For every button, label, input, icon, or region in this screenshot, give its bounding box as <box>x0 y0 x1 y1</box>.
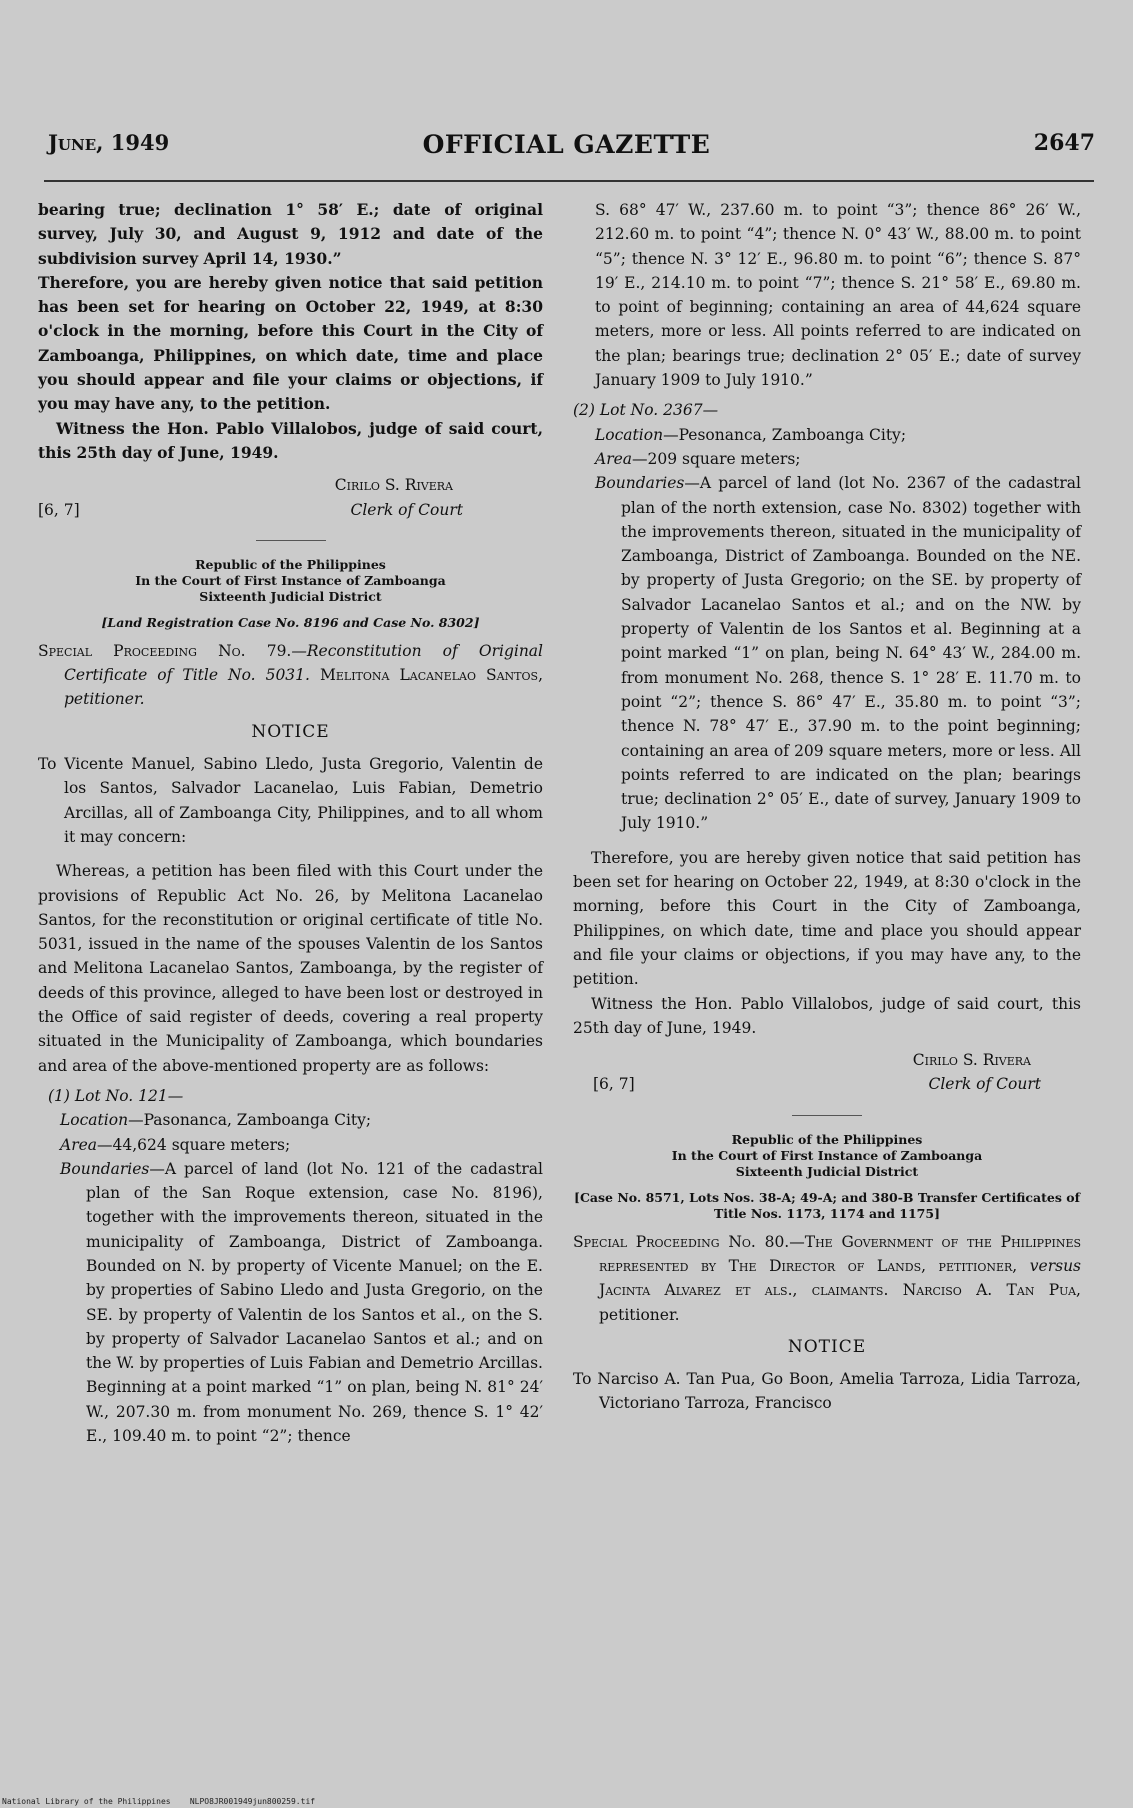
left-signature-ref: [6, 7] <box>38 500 80 519</box>
right-paragraph-witness: Witness the Hon. Pablo Villalobos, judge of said court, this 25th day of June, 1949. <box>573 994 1081 1037</box>
left-lot1-boundaries <box>38 1157 543 1449</box>
right-case-line: [Case No. 8571, Lots Nos. 38-A; 49-A; and 380-B Transfer Certificates of Title Nos. 1173, 1174 and 1175] <box>574 1189 1080 1221</box>
right-lot1-continuation: S. 68° 47′ W., 237.60 m. to point “3”; thence 86° 26′ W., 212.60 m. to point “4”; thence N. 0° 43′ W., 88.00 m. to point “5”; thence N. 3° 12′ E., 96.80 m. to point “6”; thence S. 87° 19′ E., 214.10 m. to point “7”; thence S. 21° 58′ E., 69.80 m. to point of beginning; containing an area of 44,624 square meters, more or less. All points referred to are indicated on the plan; bearings true; declination 2° 05′ E.; date of survey January 1909 to July 1910.” <box>595 201 1081 390</box>
right-sp-title: —The Government of the Philippines represented by The Director of Lands, petitioner, <box>599 1232 1082 1275</box>
right-sp-role: petitioner. <box>599 1305 680 1324</box>
right-lot2-area-value: —209 square meters; <box>632 449 801 468</box>
left-column <box>38 198 543 1448</box>
header-rule <box>44 180 1094 182</box>
left-sp-number: Special Proceeding No. 79. <box>38 641 292 660</box>
left-paragraph-witness: Witness the Hon. Pablo Villalobos, judge of said court, this 25th day of June, 1949. <box>38 418 543 462</box>
footer-file: NLPO8JR001949jun800259.tif <box>189 1797 316 1806</box>
left-lot1-label: (1) Lot No. 121— <box>48 1086 184 1105</box>
right-lot2-boundaries-value: —A parcel of land (lot No. 2367 of the cadastral plan of the north extension, case No. 8302) together with the improvements thereon, situated in the municipality of Zamboanga, District of Zamboanga. Bounded on the NE. by property of Justa Gregorio; on the SE. by property of Salvador Lacanelao Santos et al.; and on the NW. by property of Valentin de los Santos et al. Beginning at a point marked “1” on plan, being N. 64° 43′ W., 284.00 m. from monument No. 268, thence S. 1° 28′ E. 11.70 m. to point “2”; thence S. 86° 47′ E., 35.80 m. to point “3”; thence N. 78° 47′ E., 37.90 m. to the point beginning; containing an area of 209 square meters, more or less. All points referred to are indicated on the plan; bearings true; declination 2° 05′ E., date of survey, January 1909 to July 1910.” <box>621 474 1081 833</box>
right-lot2-boundaries-label: Boundaries <box>595 474 685 493</box>
left-lot1-boundaries-label: Boundaries <box>60 1159 150 1178</box>
right-paragraph-therefore: Therefore, you are hereby given notice that said petition has been set for hearing on October 22, 1949, at 8:30 o'clock in the morning, before this Court in the City of Zamboanga, Philippines, on which date, time and place you should appear and file your claims or objections, if you may have any, to the petition. <box>573 848 1081 989</box>
left-signature-title: Clerk of Court <box>350 500 463 519</box>
left-court-line-3: Sixteenth Judicial District <box>199 588 382 604</box>
header-page-number: 2647 <box>1033 130 1095 156</box>
left-court-line-1: Republic of the Philippines <box>195 556 386 572</box>
right-addressees: To Narciso A. Tan Pua, Go Boon, Amelia Tarroza, Lidia Tarroza, Victoriano Tarroza, Francisco <box>573 1370 1081 1413</box>
right-lot2-location-label: Location <box>595 425 664 444</box>
header-title: OFFICIAL GAZETTE <box>422 130 711 159</box>
right-notice-heading: NOTICE <box>787 1336 867 1357</box>
left-sp-party: Melitona Lacanelao Santos, <box>319 666 543 685</box>
left-whereas: Whereas, a petition has been filed with this Court under the provisions of Republic Act No. 26, by Melitona Lacanelao Santos, for the reconstitution or original certificate of title No. 5031, issued in the name of the spouses Valentin de los Santos and Melitona Lacanelao Santos, Zamboanga, by the register of deeds of this province, alleged to have been lost or destroyed in the Office of said register of deeds, covering a real property situated in the Municipality of Zamboanga, which boundaries and area of the above-mentioned property are as follows: <box>38 862 543 1075</box>
left-separator <box>256 540 326 541</box>
left-sp-title: —Reconstitution of Original Certificate of Title No. 5031. <box>64 641 544 685</box>
right-lot2-label: (2) Lot No. 2367— <box>573 401 719 420</box>
right-lot2-location-value: —Pesonanca, Zamboanga City; <box>663 425 907 444</box>
right-lot2-area <box>573 447 1081 471</box>
right-sp-versus: versus <box>1029 1256 1082 1275</box>
left-court-line-2: In the Court of First Instance of Zamboanga <box>135 572 446 588</box>
left-signature-name: Cirilo S. Rivera <box>334 476 453 495</box>
right-sp-number: Special Proceeding No. 80. <box>573 1232 790 1251</box>
right-signature-name: Cirilo S. Rivera <box>912 1051 1031 1070</box>
left-lot1-boundaries-value: —A parcel of land (lot No. 121 of the cadastral plan of the San Roque extension, case No. 8196), together with the improvements thereon, situated in the municipality of Zamboanga, District of Zamboanga. Bounded on N. by property of Vicente Manuel; on the E. by properties of Sabino Lledo and Justa Gregorio, on the SE. by property of Valentin de los Santos et al., on the S. by property of Salvador Lacanelao Santos et al.; and on the W. by properties of Luis Fabian and Demetrio Arcillas. Beginning at a point marked “1” on plan, being N. 81° 24′ W., 207.30 m. from monument No. 269, thence S. 1° 42′ E., 109.40 m. to point “2”; thence <box>86 1159 543 1446</box>
right-signature-block <box>573 1048 1081 1097</box>
right-sp-claimants: Jacinta Alvarez et als., claimants. <box>599 1281 889 1300</box>
left-paragraph-1: bearing true; declination 1° 58′ E.; date of original survey, July 30, and August 9, 1912 and date of the subdivision survey April 14, 1930.” <box>38 200 543 268</box>
right-court-line-1: Republic of the Philippines <box>731 1131 923 1147</box>
left-lot1-area-value: —44,624 square meters; <box>97 1135 291 1154</box>
header-date: June, 1949 <box>48 130 170 155</box>
left-sp-role: petitioner. <box>64 690 145 709</box>
right-special-proceeding <box>573 1230 1081 1327</box>
scan-footer <box>2 1797 315 1806</box>
right-sp-party: Narciso A. Tan Pua, <box>902 1281 1081 1300</box>
right-signature-ref: [6, 7] <box>593 1075 635 1094</box>
right-separator <box>792 1115 862 1116</box>
left-signature-block <box>38 473 543 522</box>
left-lot1-location <box>38 1108 543 1132</box>
right-lot2-boundaries <box>573 471 1081 835</box>
right-lot2-location <box>573 423 1081 447</box>
right-court-line-2: In the Court of First Instance of Zamboanga <box>671 1147 983 1163</box>
left-lot1-area <box>38 1133 543 1157</box>
left-paragraph-therefore: Therefore, you are hereby given notice that said petition has been set for hearing on October 22, 1949, at 8:30 o'clock in the morning, before this Court in the City of Zamboanga, Philippines, on which date, time and place you should appear and file your claims or objections, if you may have any, to the petition. <box>38 272 543 414</box>
left-notice-heading: NOTICE <box>251 721 330 742</box>
left-lot1-location-label: Location <box>60 1111 129 1130</box>
right-court-line-3: Sixteenth Judicial District <box>735 1163 919 1179</box>
left-addressees: To Vicente Manuel, Sabino Lledo, Justa Gregorio, Valentin de los Santos, Salvador Lacanelao, Luis Fabian, Demetrio Arcillas, all of Zamboanga City, Philippines, and to all whom it may concern: <box>38 755 543 846</box>
left-case-line: [Land Registration Case No. 8196 and Case No. 8302] <box>101 614 480 630</box>
right-column <box>573 198 1081 1416</box>
footer-source: National Library of the Philippines <box>2 1797 171 1806</box>
left-lot1-area-label: Area <box>60 1135 98 1154</box>
right-signature-title: Clerk of Court <box>928 1075 1041 1094</box>
left-special-proceeding <box>38 639 543 712</box>
left-lot1-location-value: —Pasonanca, Zamboanga City; <box>128 1111 372 1130</box>
right-lot2-area-label: Area <box>595 449 633 468</box>
